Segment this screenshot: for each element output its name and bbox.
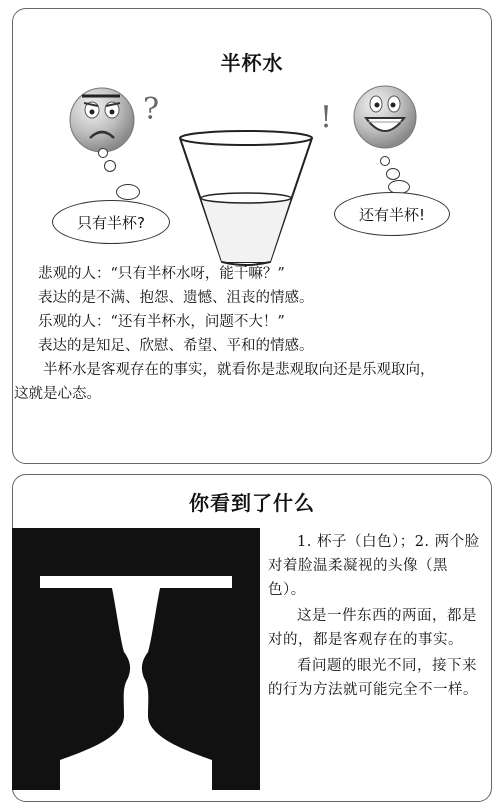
thought-dot bbox=[98, 148, 108, 158]
question-mark-icon: ? bbox=[143, 92, 160, 127]
text-line: 表达的是知足、欣慰、希望、平和的情感。 bbox=[38, 338, 314, 354]
right-speech-bubble: 还有半杯! bbox=[334, 192, 450, 236]
rubin-vase-illusion bbox=[12, 528, 260, 790]
paragraph: 这是一件东西的两面，都是对的，都是客观存在的事实。 bbox=[268, 608, 477, 648]
illusion-explanation bbox=[268, 530, 483, 704]
thought-dot bbox=[104, 160, 116, 172]
thought-dot bbox=[116, 184, 140, 200]
left-speech-bubble: 只有半杯? bbox=[52, 200, 170, 244]
text-line: 悲观的人：“只有半杯水呀，能干嘛？” bbox=[38, 266, 285, 282]
thought-dot bbox=[380, 156, 390, 166]
half-cup-text bbox=[14, 262, 468, 406]
text-line: 表达的是不满、抱怨、遗憾、沮丧的情感。 bbox=[38, 290, 314, 306]
half-full-cup-icon bbox=[174, 128, 318, 270]
text-line: 半杯水是客观存在的事实，就看你是悲观取向还是乐观取向，这就是心态。 bbox=[14, 362, 435, 402]
paragraph: 看问题的眼光不同，接下来的行为方法就可能完全不一样。 bbox=[268, 658, 478, 698]
thought-dot bbox=[386, 168, 400, 180]
sad-face-icon bbox=[68, 86, 136, 154]
text-line: 乐观的人：“还有半杯水，问题不大！” bbox=[38, 314, 285, 330]
card-title-half-cup: 半杯水 bbox=[220, 51, 284, 75]
paragraph: 1. 杯子（白色）；2. 两个脸对着脸温柔凝视的头像（黑色）。 bbox=[268, 534, 480, 598]
exclamation-mark-icon: ! bbox=[320, 100, 333, 135]
card-title-what-see: 你看到了什么 bbox=[189, 491, 315, 515]
happy-face-icon bbox=[352, 84, 418, 150]
